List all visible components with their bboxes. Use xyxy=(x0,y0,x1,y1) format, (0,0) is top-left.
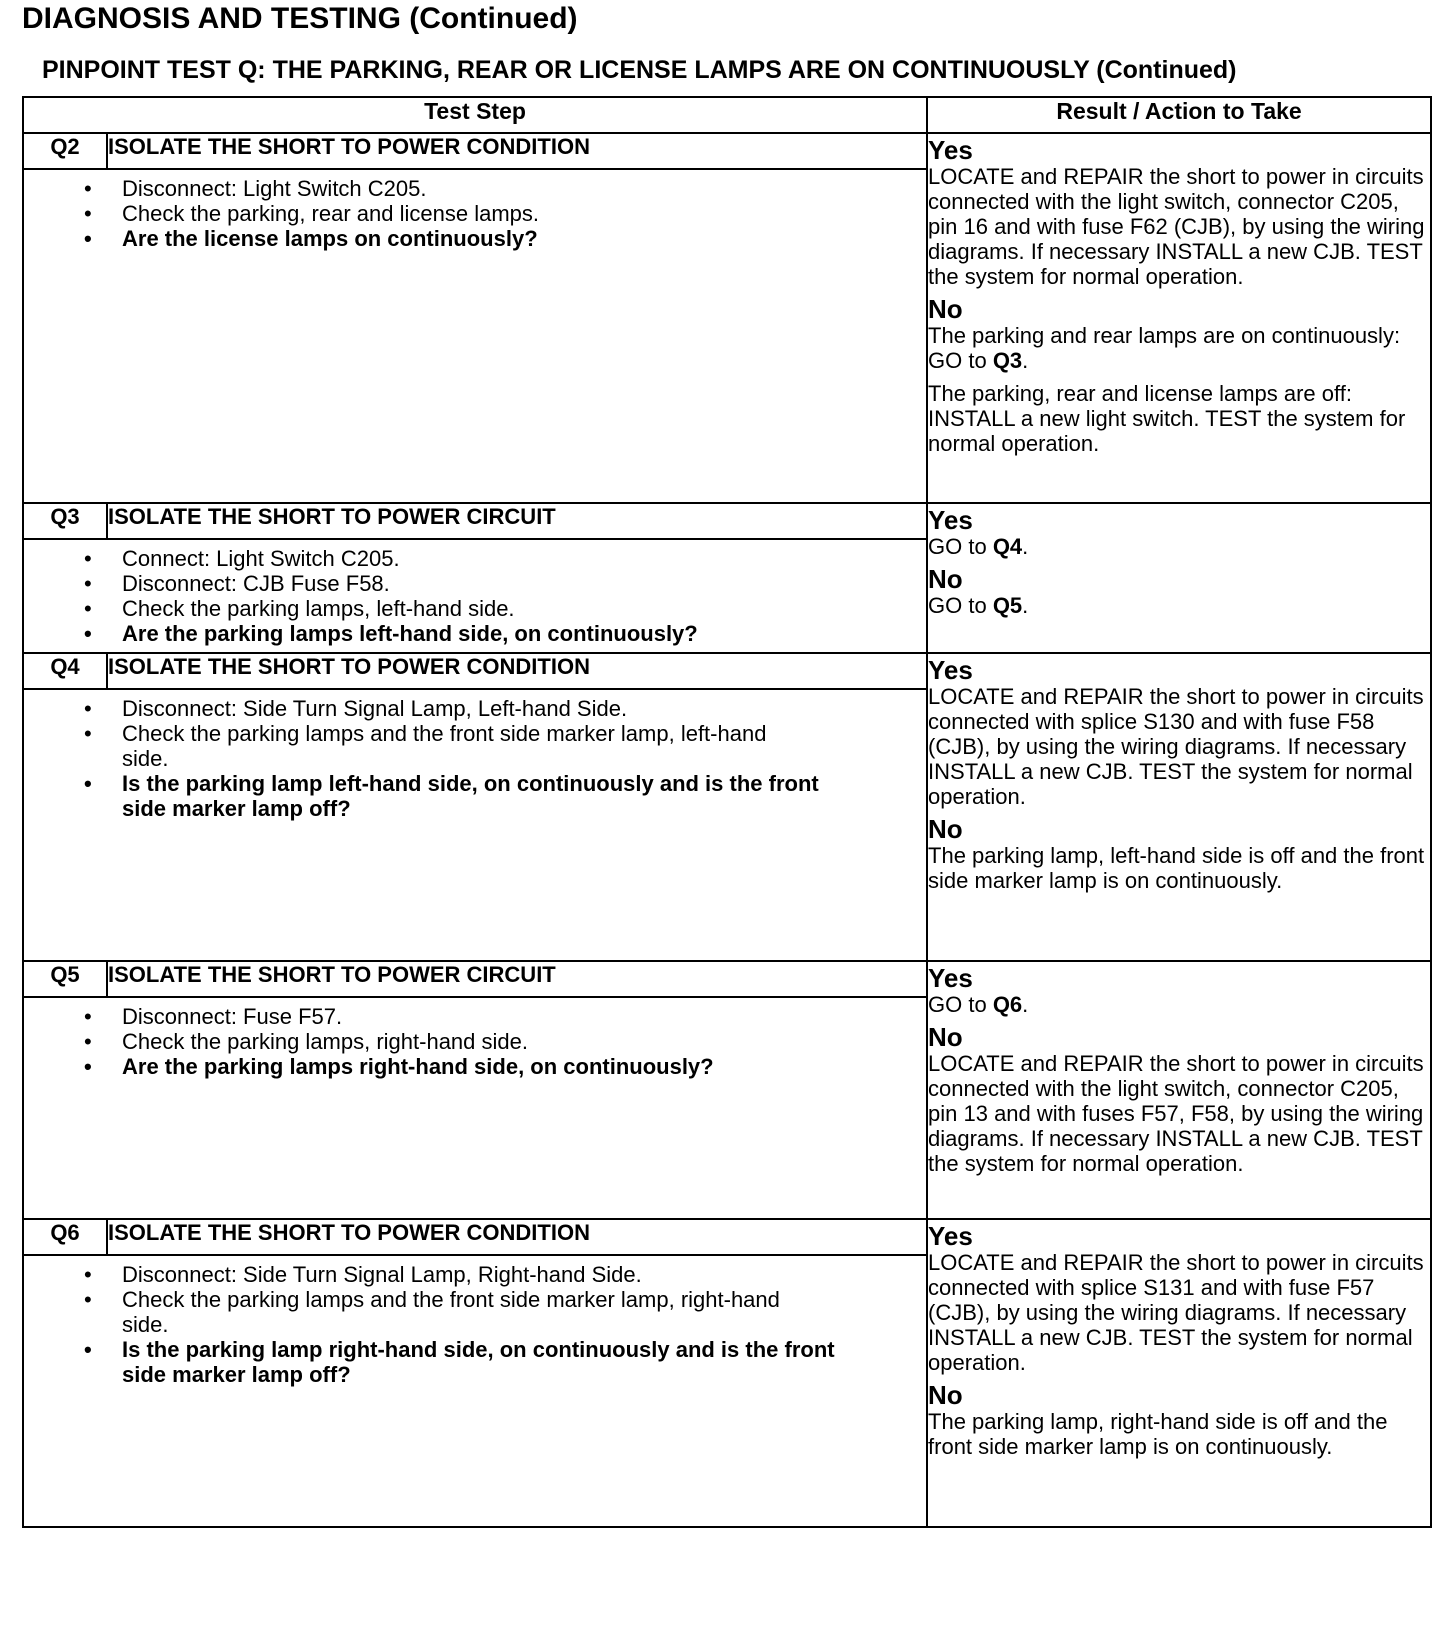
no-action: The parking lamp, right-hand side is off and the front side marker lamp is on continuously. xyxy=(928,1409,1388,1459)
step-question: • Is the parking lamp left-hand side, on continuously and is the front side marker lamp off? xyxy=(84,771,819,821)
step-instructions xyxy=(23,539,927,653)
yes-action: LOCATE and REPAIR the short to power in circuits connected with splice S131 and with fuse F57 (CJB), by using the wiring diagrams. If necessary INSTALL a new CJB. TEST the system for normal operation. xyxy=(928,1250,1424,1375)
result-cell xyxy=(927,961,1431,1219)
test-step-title-row xyxy=(23,133,1431,169)
yes-label: Yes xyxy=(928,963,973,993)
no-action: LOCATE and REPAIR the short to power in circuits connected with the light switch, connector C205, pin 13 and with fuses F57, F58, by using the wiring diagrams. If necessary INSTALL a new CJB. TEST the system for normal operation. xyxy=(928,1051,1424,1176)
yes-label: Yes xyxy=(928,505,973,535)
yes-label: Yes xyxy=(928,1221,973,1251)
list-item: • Disconnect: Side Turn Signal Lamp, Right-hand Side. xyxy=(84,1262,642,1287)
yes-label: Yes xyxy=(928,655,973,685)
step-question: • Are the parking lamps left-hand side, on continuously? xyxy=(84,621,698,646)
step-reference: Q6 xyxy=(992,992,1023,1017)
step-title: ISOLATE THE SHORT TO POWER CONDITION xyxy=(107,653,927,689)
result-cell xyxy=(927,653,1431,961)
no-label: No xyxy=(928,564,963,594)
list-item: • Check the parking lamps, left-hand side. xyxy=(84,596,515,621)
list-item: • Disconnect: Fuse F57. xyxy=(84,1004,343,1029)
result-cell xyxy=(927,133,1431,503)
test-step-title-row xyxy=(23,1219,1431,1255)
step-id: Q6 xyxy=(23,1219,107,1255)
step-title: ISOLATE THE SHORT TO POWER CIRCUIT xyxy=(107,961,927,997)
yes-action: GO to Q4. xyxy=(928,534,1029,559)
step-reference: Q5 xyxy=(992,593,1023,618)
step-instructions xyxy=(23,689,927,961)
step-question: • Are the license lamps on continuously? xyxy=(84,226,538,251)
list-item: • Disconnect: Light Switch C205. xyxy=(84,176,427,201)
result-cell xyxy=(927,1219,1431,1527)
step-question: • Is the parking lamp right-hand side, on continuously and is the front side marker lamp off? xyxy=(84,1337,835,1387)
result-cell xyxy=(927,503,1431,653)
step-id: Q5 xyxy=(23,961,107,997)
no-action: The parking and rear lamps are on continuously: GO to Q3. xyxy=(928,323,1401,373)
list-item: • Disconnect: Side Turn Signal Lamp, Left-hand Side. xyxy=(84,696,628,721)
no-label: No xyxy=(928,1022,963,1052)
table-header-row xyxy=(23,97,1431,133)
step-id: Q4 xyxy=(23,653,107,689)
list-item: • Check the parking, rear and license lamps. xyxy=(84,201,539,226)
list-item: • Disconnect: CJB Fuse F58. xyxy=(84,571,390,596)
step-instructions xyxy=(23,1255,927,1527)
step-instructions xyxy=(23,997,927,1219)
column-header-test-step: Test Step xyxy=(23,97,927,133)
no-label: No xyxy=(928,294,963,324)
page-title: DIAGNOSIS AND TESTING (Continued) xyxy=(22,2,578,35)
no-action: GO to Q5. xyxy=(928,593,1029,618)
yes-label: Yes xyxy=(928,135,973,165)
no-label: No xyxy=(928,814,963,844)
yes-action: LOCATE and REPAIR the short to power in circuits connected with splice S130 and with fuse F58 (CJB), by using the wiring diagrams. If necessary INSTALL a new CJB. TEST the system for normal operation. xyxy=(928,684,1424,809)
yes-action: GO to Q6. xyxy=(928,992,1029,1017)
pinpoint-test-title: PINPOINT TEST Q: THE PARKING, REAR OR LICENSE LAMPS ARE ON CONTINUOUSLY (Continued) xyxy=(42,56,1237,84)
no-action-alt: The parking, rear and license lamps are off: INSTALL a new light switch. TEST the system for normal operation. xyxy=(928,381,1406,456)
list-item: • Check the parking lamps and the front side marker lamp, left-hand side. xyxy=(84,721,767,771)
step-instructions xyxy=(23,169,927,503)
yes-action: LOCATE and REPAIR the short to power in circuits connected with the light switch, connector C205, pin 16 and with fuse F62 (CJB), by using the wiring diagrams. If necessary INSTALL a new CJB. TEST the system for normal operation. xyxy=(928,164,1425,289)
list-item: • Connect: Light Switch C205. xyxy=(84,546,400,571)
list-item: • Check the parking lamps and the front side marker lamp, right-hand side. xyxy=(84,1287,780,1337)
no-action: The parking lamp, left-hand side is off and the front side marker lamp is on continuously. xyxy=(928,843,1425,893)
pinpoint-test-table xyxy=(22,96,1432,1528)
column-header-result: Result / Action to Take xyxy=(927,97,1431,133)
test-step-title-row xyxy=(23,653,1431,689)
step-title: ISOLATE THE SHORT TO POWER CONDITION xyxy=(107,1219,927,1255)
test-step-title-row xyxy=(23,503,1431,539)
no-label: No xyxy=(928,1380,963,1410)
step-title: ISOLATE THE SHORT TO POWER CONDITION xyxy=(107,133,927,169)
test-step-title-row xyxy=(23,961,1431,997)
list-item: • Check the parking lamps, right-hand side. xyxy=(84,1029,528,1054)
step-question: • Are the parking lamps right-hand side, on continuously? xyxy=(84,1054,714,1079)
step-reference: Q3 xyxy=(992,348,1023,373)
step-id: Q3 xyxy=(23,503,107,539)
step-id: Q2 xyxy=(23,133,107,169)
step-title: ISOLATE THE SHORT TO POWER CIRCUIT xyxy=(107,503,927,539)
step-reference: Q4 xyxy=(992,534,1023,559)
